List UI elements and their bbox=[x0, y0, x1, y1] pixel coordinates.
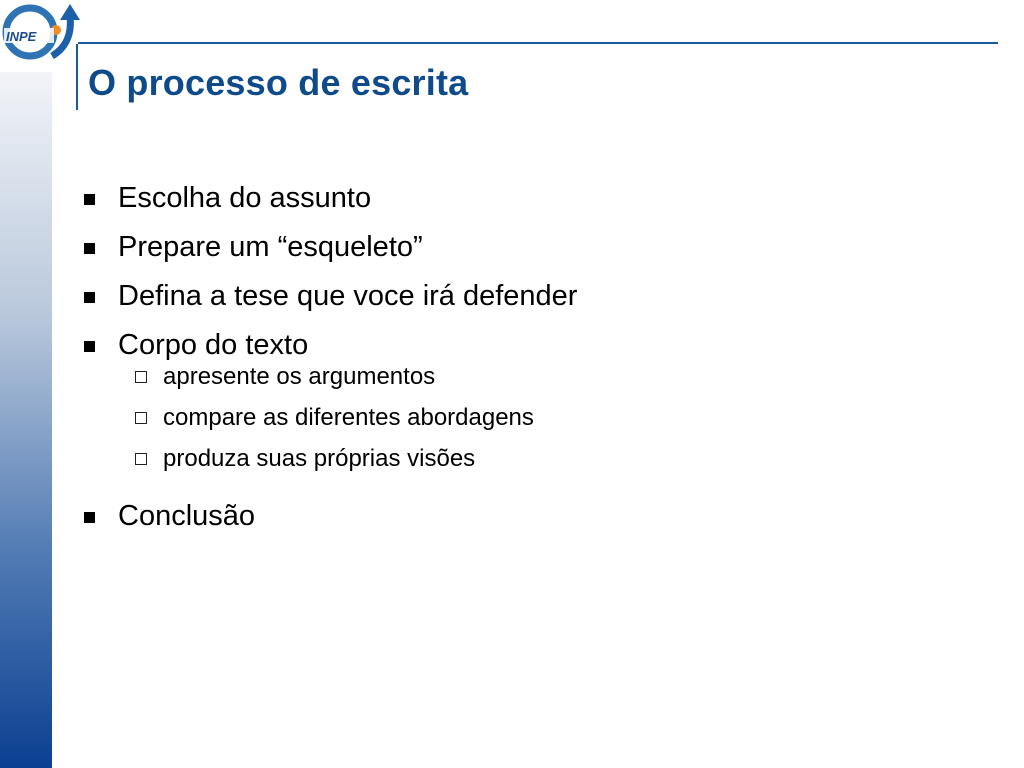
square-filled-icon bbox=[84, 243, 95, 254]
bullet-list bbox=[82, 178, 982, 545]
list-item-text: Conclusão bbox=[118, 500, 256, 532]
header-rule bbox=[78, 42, 998, 44]
sub-list-item-text: apresente os argumentos bbox=[163, 363, 436, 390]
list-item-text: Escolha do assunto bbox=[118, 182, 372, 214]
list-item bbox=[82, 276, 982, 325]
list-item bbox=[82, 227, 982, 276]
title-side-rule bbox=[76, 44, 78, 110]
square-filled-icon bbox=[84, 512, 95, 523]
square-outline-icon bbox=[135, 453, 147, 465]
sub-list-item bbox=[82, 406, 982, 447]
sub-list-item bbox=[82, 447, 982, 496]
sub-list-item bbox=[82, 365, 982, 406]
square-filled-icon bbox=[84, 292, 95, 303]
square-filled-icon bbox=[84, 194, 95, 205]
list-item-text: Defina a tese que voce irá defender bbox=[118, 280, 578, 312]
slide-title: O processo de escrita bbox=[88, 62, 469, 103]
square-outline-icon bbox=[135, 412, 147, 424]
square-filled-icon bbox=[84, 341, 95, 352]
sub-list-item-text: produza suas próprias visões bbox=[163, 445, 476, 472]
list-item bbox=[82, 496, 982, 545]
list-item bbox=[82, 178, 982, 227]
sub-list-item-text: compare as diferentes abordagens bbox=[163, 404, 534, 431]
square-outline-icon bbox=[135, 371, 147, 383]
list-item-text: Corpo do texto bbox=[118, 329, 309, 361]
list-item-text: Prepare um “esqueleto” bbox=[118, 231, 423, 263]
svg-text:INPE: INPE bbox=[6, 29, 37, 44]
side-gradient-strip bbox=[0, 72, 52, 768]
